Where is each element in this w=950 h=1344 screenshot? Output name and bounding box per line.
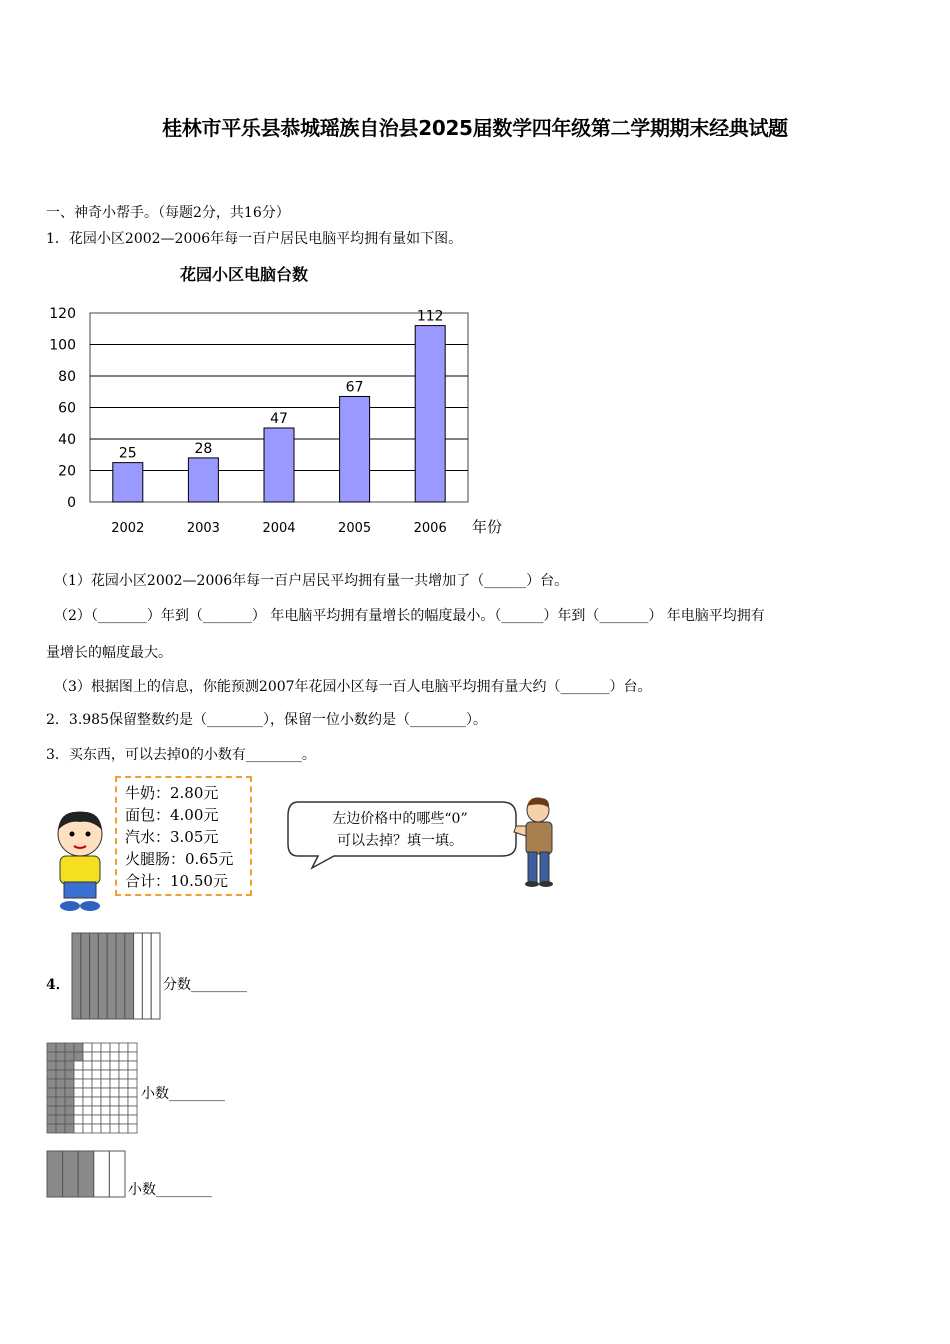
grid-cell <box>83 1061 92 1070</box>
bubble-line: 左边价格中的哪些“0” <box>332 811 468 827</box>
strip-cell <box>125 933 134 1019</box>
grid-cell <box>92 1088 101 1097</box>
bubble-line: 可以去掉？填一填。 <box>337 833 463 849</box>
grid-cell <box>83 1088 92 1097</box>
bar <box>188 458 218 502</box>
price-item: 合计：10.50元 <box>125 872 228 890</box>
grid-cell <box>110 1115 119 1124</box>
question-1: 1．花园小区2002—2006年每一百户居民电脑平均拥有量如下图。 <box>46 231 463 247</box>
grid-cell <box>110 1079 119 1088</box>
tenths-strip-figure <box>46 1150 126 1198</box>
y-tick-label: 0 <box>67 495 76 511</box>
grid-cell <box>83 1079 92 1088</box>
strip-cell <box>109 1151 125 1197</box>
strip-cell <box>47 1151 63 1197</box>
grid-cell <box>56 1115 65 1124</box>
grid-cell <box>65 1061 74 1070</box>
grid-cell <box>119 1106 128 1115</box>
price-item: 火腿肠：0.65元 <box>125 850 234 868</box>
price-list <box>115 776 252 896</box>
grid-cell <box>74 1043 83 1052</box>
price-item: 面包：4.00元 <box>125 806 219 824</box>
grid-cell <box>128 1079 137 1088</box>
grid-cell <box>83 1052 92 1061</box>
grid-cell <box>74 1070 83 1079</box>
grid-cell <box>92 1115 101 1124</box>
grid-cell <box>74 1115 83 1124</box>
y-tick-label: 20 <box>58 463 76 480</box>
question-1-part-1: （1）花园小区2002—2006年每一百户居民平均拥有量一共增加了（______）台。 <box>54 573 569 589</box>
grid-cell <box>92 1043 101 1052</box>
strip-cell <box>116 933 125 1019</box>
price-item: 牛奶：2.80元 <box>125 784 219 802</box>
strip-cell <box>63 1151 79 1197</box>
grid-cell <box>119 1061 128 1070</box>
grid-cell <box>119 1115 128 1124</box>
boy-illustration <box>48 808 112 912</box>
decimal-answer-1: 小数________ <box>141 1086 225 1102</box>
grid-cell <box>92 1070 101 1079</box>
grid-cell <box>74 1106 83 1115</box>
grid-cell <box>101 1070 110 1079</box>
grid-cell <box>101 1124 110 1133</box>
y-tick-label: 80 <box>58 369 76 385</box>
section-heading: 一、神奇小帮手。（每题2分，共16分） <box>46 205 290 221</box>
bar <box>113 463 143 502</box>
strip-cell <box>78 1151 94 1197</box>
grid-cell <box>56 1097 65 1106</box>
strip-cell <box>151 933 160 1019</box>
grid-cell <box>119 1079 128 1088</box>
grid-cell <box>74 1079 83 1088</box>
grid-cell <box>119 1070 128 1079</box>
grid-cell <box>74 1097 83 1106</box>
strip-cell <box>94 1151 110 1197</box>
grid-cell <box>65 1088 74 1097</box>
grid-cell <box>110 1097 119 1106</box>
grid-cell <box>74 1061 83 1070</box>
grid-cell <box>47 1070 56 1079</box>
grid-cell <box>83 1043 92 1052</box>
bar-value-label: 28 <box>194 440 213 457</box>
grid-cell <box>56 1070 65 1079</box>
strip-cell <box>142 933 151 1019</box>
grid-cell <box>128 1052 137 1061</box>
grid-cell <box>128 1097 137 1106</box>
hundred-grid-figure <box>46 1042 138 1134</box>
bar-chart <box>40 295 520 545</box>
teacher-illustration <box>512 796 562 890</box>
grid-cell <box>110 1070 119 1079</box>
grid-cell <box>110 1124 119 1133</box>
page-title: 桂林市平乐县恭城瑶族自治县2025届数学四年级第二学期期末经典试题 <box>162 116 788 140</box>
bar-value-label: 67 <box>345 379 364 396</box>
question-1-part-3: （3）根据图上的信息，你能预测2007年花园小区每一百人电脑平均拥有量大约（_______）台。 <box>54 679 652 695</box>
grid-cell <box>83 1115 92 1124</box>
strip-cell <box>72 933 81 1019</box>
grid-cell <box>74 1088 83 1097</box>
grid-cell <box>110 1106 119 1115</box>
question-1-part-2-cont: 量增长的幅度最大。 <box>46 645 172 661</box>
grid-cell <box>110 1088 119 1097</box>
grid-cell <box>56 1124 65 1133</box>
grid-cell <box>119 1088 128 1097</box>
strip-cell <box>107 933 116 1019</box>
grid-cell <box>56 1061 65 1070</box>
grid-cell <box>119 1052 128 1061</box>
grid-cell <box>83 1106 92 1115</box>
grid-cell <box>128 1070 137 1079</box>
grid-cell <box>101 1106 110 1115</box>
grid-cell <box>56 1106 65 1115</box>
grid-cell <box>83 1070 92 1079</box>
grid-cell <box>56 1079 65 1088</box>
strip-cell <box>98 933 107 1019</box>
grid-cell <box>56 1052 65 1061</box>
grid-cell <box>56 1088 65 1097</box>
grid-cell <box>101 1079 110 1088</box>
grid-cell <box>128 1124 137 1133</box>
grid-cell <box>119 1097 128 1106</box>
strip-cell <box>134 933 143 1019</box>
grid-cell <box>128 1061 137 1070</box>
grid-cell <box>47 1106 56 1115</box>
bar-value-label: 47 <box>270 410 288 427</box>
decimal-answer-2: 小数________ <box>128 1182 212 1198</box>
grid-cell <box>128 1088 137 1097</box>
question-3: 3．买东西，可以去掉0的小数有________。 <box>46 747 316 763</box>
grid-cell <box>83 1097 92 1106</box>
grid-cell <box>65 1052 74 1061</box>
bar-value-label: 112 <box>416 308 444 325</box>
bar-value-label: 25 <box>118 445 137 462</box>
grid-cell <box>65 1124 74 1133</box>
grid-cell <box>128 1115 137 1124</box>
grid-cell <box>74 1124 83 1133</box>
strip-cell <box>81 933 90 1019</box>
y-tick-label: 100 <box>49 337 76 354</box>
grid-cell <box>101 1088 110 1097</box>
question-1-part-2: （2）（_______）年到（_______） 年电脑平均拥有量增长的幅度最小。（______）年到（_______） 年电脑平均拥有 <box>54 608 765 624</box>
price-item: 汽水：3.05元 <box>125 828 219 846</box>
grid-cell <box>92 1079 101 1088</box>
x-tick-label: 2005 <box>338 521 372 536</box>
grid-cell <box>65 1070 74 1079</box>
grid-cell <box>47 1097 56 1106</box>
grid-cell <box>65 1043 74 1052</box>
grid-cell <box>47 1079 56 1088</box>
grid-cell <box>65 1079 74 1088</box>
grid-cell <box>92 1052 101 1061</box>
grid-cell <box>65 1097 74 1106</box>
strip-cell <box>90 933 99 1019</box>
grid-cell <box>92 1097 101 1106</box>
question-4-number: 4． <box>46 977 70 993</box>
grid-cell <box>110 1061 119 1070</box>
x-axis-label: 年份 <box>472 518 503 536</box>
grid-cell <box>128 1106 137 1115</box>
y-tick-label: 60 <box>58 400 76 417</box>
grid-cell <box>47 1124 56 1133</box>
grid-cell <box>119 1043 128 1052</box>
x-tick-label: 2003 <box>186 521 220 536</box>
grid-cell <box>56 1043 65 1052</box>
grid-cell <box>74 1052 83 1061</box>
y-tick-label: 40 <box>58 432 76 448</box>
x-tick-label: 2002 <box>111 521 145 536</box>
bar <box>415 326 445 502</box>
grid-cell <box>101 1061 110 1070</box>
x-tick-label: 2004 <box>262 521 296 536</box>
grid-cell <box>47 1115 56 1124</box>
fraction-strip-figure <box>71 932 161 1020</box>
grid-cell <box>65 1106 74 1115</box>
grid-cell <box>101 1097 110 1106</box>
grid-cell <box>110 1043 119 1052</box>
grid-cell <box>47 1052 56 1061</box>
grid-cell <box>101 1043 110 1052</box>
grid-cell <box>101 1052 110 1061</box>
grid-cell <box>47 1088 56 1097</box>
y-tick-label: 120 <box>49 306 76 322</box>
grid-cell <box>101 1115 110 1124</box>
grid-cell <box>92 1106 101 1115</box>
grid-cell <box>47 1061 56 1070</box>
grid-cell <box>128 1043 137 1052</box>
grid-cell <box>92 1124 101 1133</box>
grid-cell <box>65 1115 74 1124</box>
grid-cell <box>110 1052 119 1061</box>
grid-cell <box>119 1124 128 1133</box>
bar <box>340 396 370 502</box>
x-tick-label: 2006 <box>413 521 447 536</box>
fraction-answer: 分数________ <box>163 977 247 993</box>
grid-cell <box>92 1061 101 1070</box>
grid-cell <box>47 1043 56 1052</box>
grid-cell <box>83 1124 92 1133</box>
question-2: 2．3.985保留整数约是（________），保留一位小数约是（________）。 <box>46 712 487 728</box>
bubble-text <box>290 808 510 852</box>
bar <box>264 428 294 502</box>
chart-title: 花园小区电脑台数 <box>180 265 309 284</box>
